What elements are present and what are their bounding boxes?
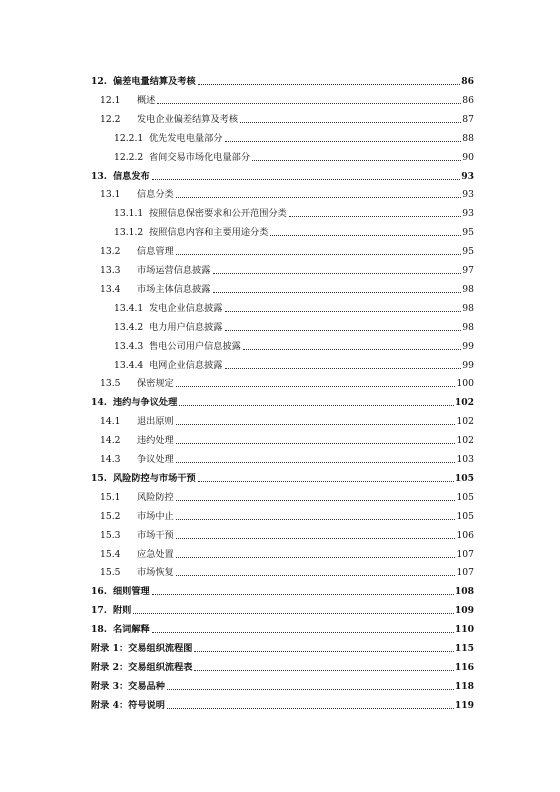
- toc-entry[interactable]: [114, 204, 474, 220]
- toc-entry-number: 12.2.2: [114, 151, 144, 163]
- toc-entry[interactable]: [100, 280, 474, 296]
- toc-entry[interactable]: [100, 563, 474, 579]
- toc-entry[interactable]: [114, 318, 474, 334]
- toc-entry[interactable]: [100, 431, 474, 447]
- toc-entry-title: 偏差电量结算及考核: [113, 76, 196, 87]
- toc-entry-title: 风险防控与市场干预: [113, 472, 196, 484]
- toc-entry-title: 按照信息内容和主要用途分类: [149, 227, 269, 239]
- toc-entry-title: 附录 3：交易品种: [91, 680, 165, 692]
- toc-dot-leader: [176, 537, 456, 539]
- toc-dot-leader: [176, 499, 456, 501]
- toc-entry[interactable]: [100, 110, 474, 126]
- toc-entry-page-number: 98: [462, 283, 474, 295]
- toc-entry-title: 保密规定: [137, 378, 174, 390]
- toc-entry-title: 信息分类: [137, 189, 174, 201]
- toc-entry-title: 按照信息保密要求和公开范围分类: [149, 208, 287, 220]
- toc-dot-leader: [176, 385, 456, 387]
- toc-dot-leader: [152, 178, 460, 180]
- toc-entry-title: 市场运营信息披露: [137, 265, 211, 276]
- toc-entry-title: 省间交易市场化电量部分: [149, 151, 251, 163]
- toc-entry[interactable]: [91, 601, 474, 617]
- toc-entry-page-number: 108: [454, 586, 474, 598]
- toc-dot-leader: [176, 196, 462, 198]
- toc-dot-leader: [270, 234, 461, 236]
- toc-entry-number: 13.: [91, 170, 107, 182]
- toc-dot-leader: [176, 442, 456, 444]
- toc-entry-title: 市场干预: [137, 529, 174, 541]
- toc-entry-page-number: 99: [462, 359, 474, 371]
- toc-entry-number: 13.1.1: [114, 208, 144, 220]
- toc-entry-page-number: 115: [454, 643, 474, 654]
- toc-entry-number: 12.1: [100, 94, 121, 106]
- toc-entry-number: 13.1: [100, 189, 121, 201]
- toc-entry-title: 违约与争议处理: [113, 397, 178, 409]
- toc-dot-leader: [289, 215, 461, 217]
- toc-entry-page-number: 93: [462, 189, 474, 201]
- toc-entry[interactable]: [114, 148, 474, 164]
- toc-entry-number: 13.4: [100, 283, 121, 295]
- toc-entry-title: 风险防控: [137, 491, 174, 503]
- toc-entry[interactable]: [114, 223, 474, 239]
- toc-entry-page-number: 105: [454, 472, 474, 484]
- toc-entry-number: 12.: [91, 76, 107, 87]
- toc-entry-number: 14.1: [100, 416, 121, 428]
- toc-entry-number: 18.: [91, 624, 107, 636]
- toc-entry-page-number: 86: [461, 76, 474, 87]
- toc-entry[interactable]: [91, 393, 474, 409]
- toc-entry[interactable]: [100, 91, 474, 107]
- toc-entry-title: 退出原则: [137, 416, 174, 428]
- toc-entry-number: 14.2: [100, 435, 121, 447]
- toc-entry[interactable]: [91, 658, 474, 674]
- toc-entry-title: 市场恢复: [137, 567, 174, 579]
- toc-dot-leader: [194, 669, 453, 671]
- toc-entry-number: 15.5: [100, 567, 121, 579]
- toc-entry-number: 13.5: [100, 378, 121, 390]
- toc-entry-title: 电网企业信息披露: [149, 359, 223, 371]
- toc-dot-leader: [176, 461, 456, 463]
- toc-dot-leader: [167, 688, 454, 690]
- toc-dot-leader: [167, 707, 454, 709]
- toc-entry-title: 发电企业信息披露: [149, 302, 223, 314]
- toc-entry-page-number: 93: [462, 208, 474, 220]
- toc-dot-leader: [176, 253, 462, 255]
- toc-entry-page-number: 90: [462, 151, 474, 163]
- toc-entry-page-number: 93: [461, 170, 474, 182]
- toc-entry[interactable]: [91, 167, 474, 183]
- toc-dot-leader: [198, 83, 461, 85]
- toc-dot-leader: [176, 556, 456, 558]
- toc-entry[interactable]: [114, 299, 474, 315]
- toc-entry-number: 13.4.4: [114, 359, 144, 371]
- toc-entry-number: 13.4.1: [114, 302, 144, 314]
- toc-dot-leader: [176, 518, 456, 520]
- toc-entry[interactable]: [114, 129, 474, 145]
- toc-entry-page-number: 95: [462, 246, 474, 258]
- toc-entry-title: 发电企业偏差结算及考核: [137, 113, 239, 125]
- toc-entry[interactable]: [100, 507, 474, 523]
- toc-entry[interactable]: [91, 620, 474, 636]
- toc-entry[interactable]: [91, 582, 474, 598]
- toc-entry[interactable]: [114, 337, 474, 353]
- toc-entry-number: 15.3: [100, 529, 121, 541]
- toc-entry-title: 附录 1：交易组织流程图: [91, 643, 193, 654]
- toc-entry-number: 16.: [91, 586, 107, 598]
- toc-dot-leader: [243, 348, 461, 350]
- toc-entry[interactable]: [100, 526, 474, 542]
- toc-entry[interactable]: [91, 696, 474, 712]
- toc-entry-title: 细则管理: [113, 586, 150, 598]
- toc-entry-page-number: 106: [456, 529, 474, 541]
- toc-entry-page-number: 86: [462, 94, 474, 106]
- toc-dot-leader: [213, 272, 462, 274]
- toc-dot-leader: [225, 140, 462, 142]
- toc-entry-page-number: 98: [462, 321, 474, 333]
- toc-entry-page-number: 110: [454, 624, 474, 636]
- toc-dot-leader: [176, 574, 456, 576]
- toc-entry[interactable]: [100, 545, 474, 561]
- toc-entry-page-number: 97: [462, 265, 474, 276]
- toc-dot-leader: [152, 593, 454, 595]
- toc-entry-page-number: 95: [462, 227, 474, 239]
- toc-entry-number: 13.3: [100, 265, 121, 276]
- toc-entry-page-number: 109: [454, 605, 474, 617]
- toc-entry-title: 市场主体信息披露: [137, 283, 211, 295]
- toc-entry-number: 13.4.3: [114, 340, 144, 352]
- toc-entry-number: 17.: [91, 605, 107, 617]
- toc-dot-leader: [213, 291, 462, 293]
- toc-entry-title: 信息管理: [137, 246, 174, 258]
- toc-entry-number: 15.1: [100, 491, 121, 503]
- toc-entry-page-number: 103: [456, 454, 474, 465]
- toc-entry-number: 12.2: [100, 113, 121, 125]
- toc-entry[interactable]: [100, 450, 474, 466]
- toc-dot-leader: [176, 423, 456, 425]
- toc-entry[interactable]: [100, 488, 474, 504]
- toc-entry-page-number: 100: [456, 378, 474, 390]
- toc-entry[interactable]: [100, 412, 474, 428]
- toc-entry[interactable]: [100, 185, 474, 201]
- toc-dot-leader: [225, 310, 462, 312]
- toc-entry[interactable]: [100, 374, 474, 390]
- toc-entry[interactable]: [91, 639, 474, 655]
- toc-dot-leader: [240, 121, 461, 123]
- toc-entry-page-number: 99: [462, 340, 474, 352]
- toc-entry[interactable]: [91, 72, 474, 88]
- toc-dot-leader: [157, 102, 461, 104]
- toc-entry-number: 14.3: [100, 454, 121, 465]
- toc-entry-number: 15.2: [100, 510, 121, 522]
- toc-entry-page-number: 88: [462, 132, 474, 144]
- toc-entry-number: 12.2.1: [114, 132, 144, 144]
- toc-entry-title: 争议处理: [137, 454, 174, 465]
- toc-dot-leader: [194, 650, 453, 652]
- toc-entry-title: 信息发布: [113, 170, 150, 182]
- toc-entry[interactable]: [91, 677, 474, 693]
- toc-entry[interactable]: [114, 356, 474, 372]
- toc-entry-title: 附则: [113, 605, 132, 617]
- toc-entry-number: 13.4.2: [114, 321, 144, 333]
- toc-entry-page-number: 107: [456, 548, 474, 560]
- toc-dot-leader: [179, 404, 454, 406]
- toc-entry-title: 市场中止: [137, 510, 174, 522]
- toc-entry-page-number: 107: [456, 567, 474, 579]
- toc-entry-number: 14.: [91, 397, 107, 409]
- toc-entry-number: 15.4: [100, 548, 121, 560]
- toc-entry-title: 名词解释: [113, 624, 150, 636]
- toc-entry-title: 应急处置: [137, 548, 174, 560]
- toc-entry-page-number: 102: [454, 397, 474, 409]
- toc-entry-page-number: 116: [454, 661, 474, 673]
- toc-dot-leader: [225, 329, 462, 331]
- toc-entry-page-number: 87: [462, 113, 474, 125]
- toc-entry-page-number: 102: [456, 435, 474, 447]
- toc-entry-title: 电力用户信息披露: [149, 321, 223, 333]
- toc-entry-page-number: 105: [456, 510, 474, 522]
- toc-dot-leader: [225, 367, 462, 369]
- toc-entry[interactable]: [100, 242, 474, 258]
- toc-entry-title: 附录 2：交易组织流程表: [91, 661, 193, 673]
- toc-entry-page-number: 102: [456, 416, 474, 428]
- toc-entry-number: 13.2: [100, 246, 121, 258]
- toc-entry-title: 违约处理: [137, 435, 174, 447]
- toc-dot-leader: [252, 159, 461, 161]
- toc-entry-page-number: 105: [456, 491, 474, 503]
- toc-entry-title: 附录 4：符号说明: [91, 699, 165, 711]
- toc-entry[interactable]: [91, 469, 474, 485]
- toc-entry-title: 概述: [137, 94, 156, 106]
- toc-entry-title: 售电公司用户信息披露: [149, 340, 241, 352]
- toc-dot-leader: [152, 631, 454, 633]
- toc-entry-number: 15.: [91, 472, 107, 484]
- toc-entry-page-number: 98: [462, 302, 474, 314]
- toc-dot-leader: [133, 612, 453, 614]
- toc-dot-leader: [198, 480, 454, 482]
- toc-entry-title: 优先发电电量部分: [149, 132, 223, 144]
- toc-entry-page-number: 119: [454, 699, 474, 711]
- toc-entry[interactable]: [100, 261, 474, 277]
- toc-entry-page-number: 118: [454, 680, 474, 692]
- toc-entry-number: 13.1.2: [114, 227, 144, 239]
